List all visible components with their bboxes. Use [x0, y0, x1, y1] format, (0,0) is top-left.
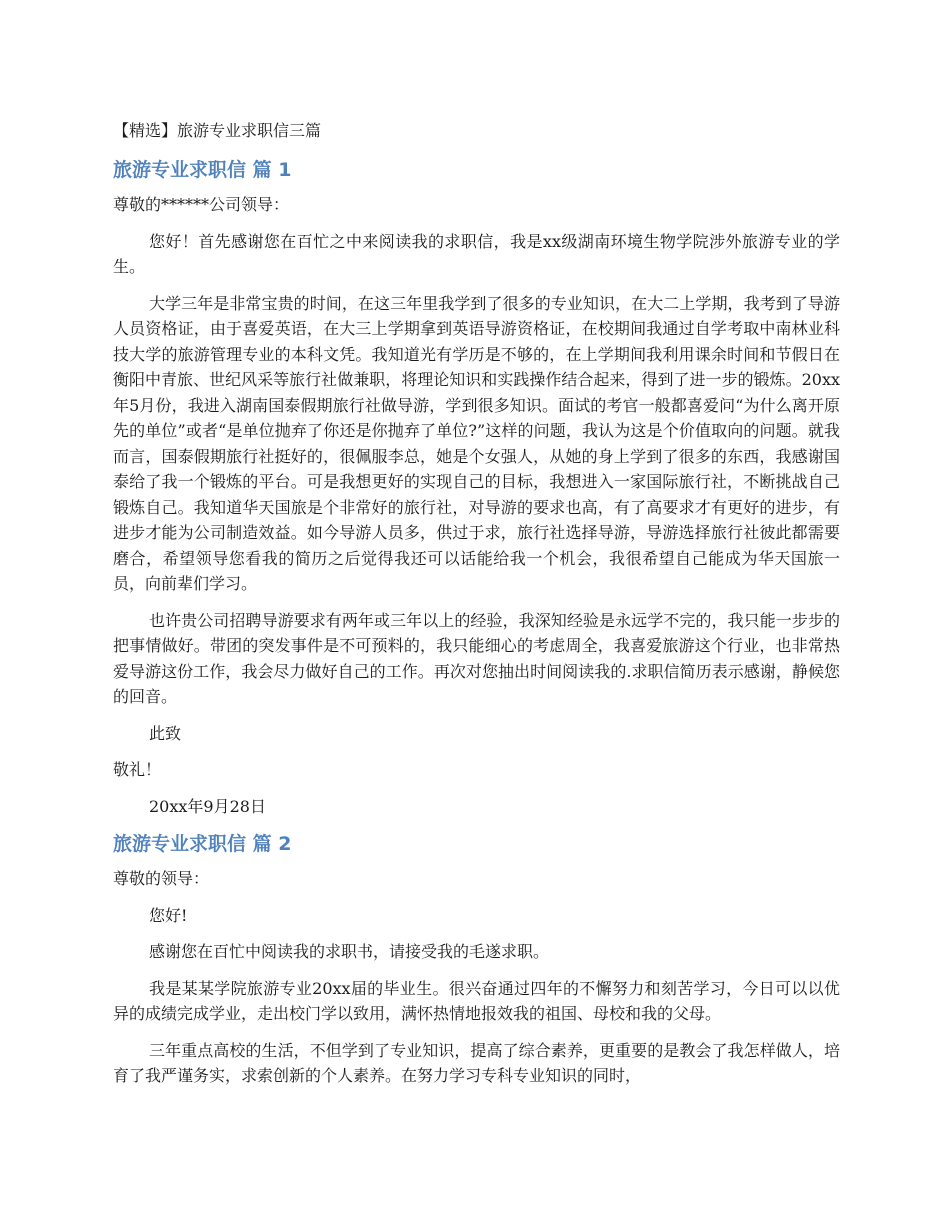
salutation: 尊敬的领导： [113, 869, 210, 888]
section-1-heading: 旅游专业求职信 篇 1 [113, 159, 292, 181]
document-title: 【精选】旅游专业求职信三篇 [113, 121, 322, 140]
paragraph: 大学三年是非常宝贵的时间，在这三年里我学到了很多的专业知识，在大二上学期，我考到了导游人员资格证，由于喜爱英语，在大三上学期拿到英语导游资格证，在校期间我通过自学考取中南林业科技大学的旅游管理专业的本科文凭。我知道光有学历是不够的，在上学期间我利用课余时间和节假日在衡阳中青旅、世纪风采等旅行社做兼职，将理论知识和实践操作结合起来，得到了进一步的锻炼。20xx年5月份，我进入湖南国泰假期旅行社做导游，学到很多知识。面试的考官一般都喜爱问“为什么离开原先的单位”或者“是单位抛弃了你还是你抛弃了单位?”这样的问题，我认为这是个价值取向的问题。就我而言，国泰假期旅行社挺好的，很佩服李总，她是个女强人，从她的身上学到了很多的东西，我感谢国泰给了我一个锻炼的平台。可是我想更好的实现自己的目标，我想进入一家国际旅行社，不断挑战自己锻炼自己。我知道华天国旅是个非常好的旅行社，对导游的要求也高，有了高要求才有更好的进步，有进步才能为公司制造效益。如今导游人员多，供过于求，旅行社选择导游，导游选择旅行社彼此都需要磨合，希望领导您看我的简历之后觉得我还可以话能给我一个机会，我很希望自己能成为华天国旅一员，向前辈们学习。 [113, 293, 840, 593]
letter-date: 20xx年9月28日 [149, 796, 266, 816]
paragraph: 我是某某学院旅游专业20xx届的毕业生。很兴奋通过四年的不懈努力和刻苦学习，今日可以以优异的成绩完成学业，走出校门学以致用，满怀热情地报效我的祖国、母校和我的父母。 [113, 978, 840, 1023]
salutation: 尊敬的******公司领导： [113, 195, 290, 214]
closing-regards: 敬礼！ [113, 760, 162, 779]
closing-line: 此致 [149, 723, 182, 743]
paragraph: 也许贵公司招聘导游要求有两年或三年以上的经验，我深知经验是永远学不完的，我只能一步步的把事情做好。带团的突发事件是不可预料的，我只能细心的考虑周全，我喜爱旅游这个行业，也非常热爱导游这份工作，我会尽力做好自己的工作。再次对您抽出时间阅读我的.求职信简历表示感谢，静候您的回音。 [113, 610, 840, 706]
paragraph: 感谢您在百忙中阅读我的求职书，请接受我的毛遂求职。 [149, 942, 550, 961]
section-2-heading: 旅游专业求职信 篇 2 [113, 833, 292, 855]
document-body [113, 118, 840, 1100]
greeting: 您好! [149, 905, 188, 925]
paragraph: 您好！首先感谢您在百忙之中来阅读我的求职信，我是xx级湖南环境生物学院涉外旅游专业的学生。 [113, 231, 840, 276]
paragraph: 三年重点高校的生活，不但学到了专业知识，提高了综合素养，更重要的是教会了我怎样做人，培育了我严谨务实，求索创新的个人素养。在努力学习专科专业知识的同时， [113, 1040, 840, 1085]
